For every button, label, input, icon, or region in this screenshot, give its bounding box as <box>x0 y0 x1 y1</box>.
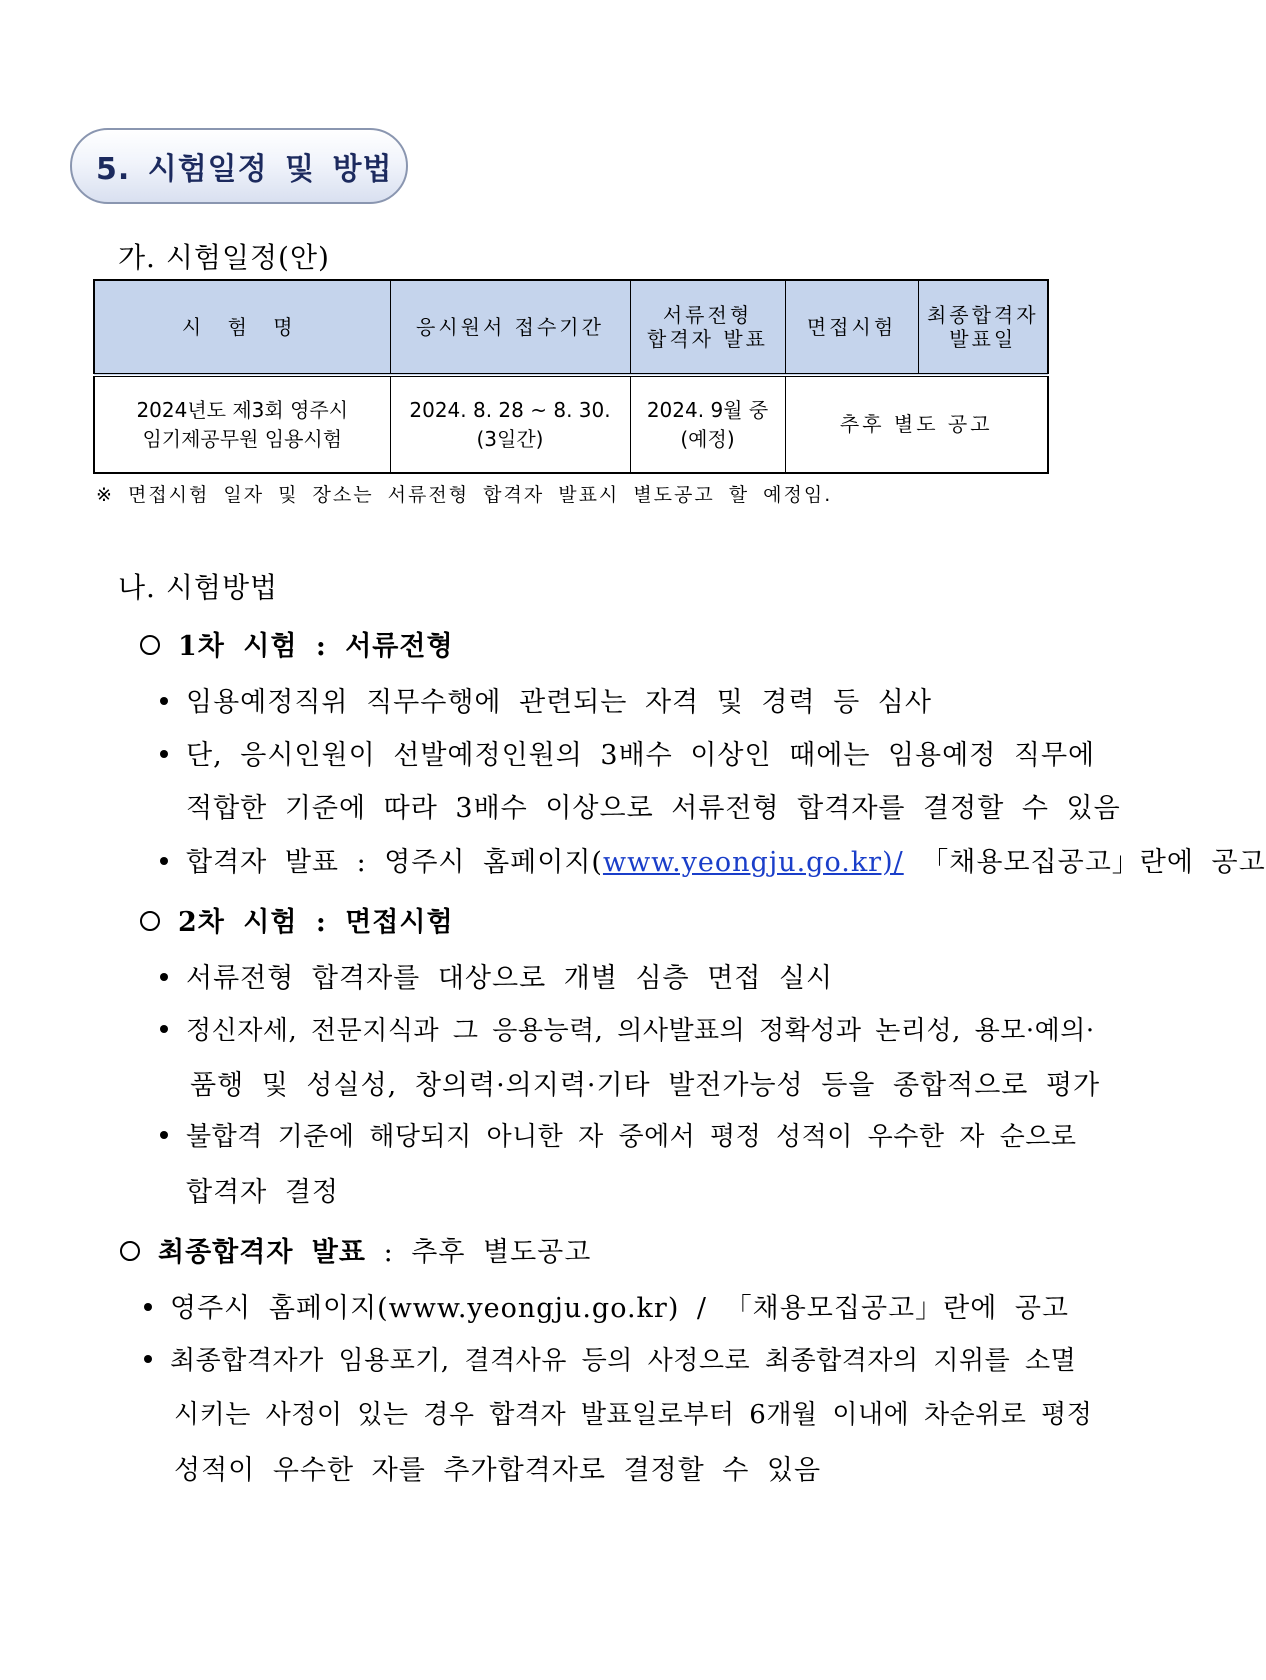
bullet-icon <box>160 1025 168 1033</box>
list-item: 임용예정직위 직무수행에 관련되는 자격 및 경력 등 심사 <box>160 680 932 719</box>
stage1-title: 1차 시험 : 서류전형 <box>140 624 454 663</box>
list-item-continuation: 성적이 우수한 자를 추가합격자로 결정할 수 있음 <box>174 1455 822 1486</box>
bullet-icon <box>144 1303 152 1311</box>
section-title-badge <box>70 128 408 204</box>
subhead-schedule: 가. 시험일정(안) <box>118 241 330 274</box>
list-item-continuation: 합격자 결정 <box>186 1177 339 1208</box>
list-item: 영주시 홈페이지(www.yeongju.go.kr) / 「채용모집공고」란에 공고 <box>144 1286 1069 1325</box>
bullet-icon <box>160 973 168 981</box>
header-final-announce: 최종합격자 발표일 <box>918 280 1048 375</box>
list-item: 불합격 기준에 해당되지 아니한 자 중에서 평정 성적이 우수한 자 순으로 <box>160 1116 1077 1153</box>
list-item: 정신자세, 전문지식과 그 응용능력, 의사발표의 정확성과 논리성, 용모·예의· <box>160 1010 1095 1047</box>
header-interview: 면접시험 <box>785 280 918 375</box>
list-item-continuation: 시키는 사정이 있는 경우 합격자 발표일로부터 6개월 이내에 차순위로 평정 <box>174 1400 1093 1430</box>
homepage-link[interactable]: www.yeongju.go.kr)/ <box>602 847 904 878</box>
header-apply-period: 응시원서 접수기간 <box>390 280 630 375</box>
bullet-icon <box>160 857 168 865</box>
table-header-row <box>94 280 1048 375</box>
schedule-note: ※ 면접시험 일자 및 장소는 서류전형 합격자 발표시 별도공고 할 예정임. <box>96 484 833 506</box>
header-exam-name: 시 험 명 <box>94 280 390 375</box>
cell-apply-period: 2024. 8. 28 ~ 8. 30. (3일간) <box>390 375 630 473</box>
list-item-continuation: 품행 및 성실성, 창의력·의지력·기타 발전가능성 등을 종합적으로 평가 <box>190 1070 1101 1101</box>
section-title: 5. 시험일정 및 방법 <box>96 152 393 187</box>
bullet-icon <box>160 750 168 758</box>
list-item: 합격자 발표 : 영주시 홈페이지(www.yeongju.go.kr)/ 「채용모집공고」란에 공고 <box>160 840 1266 879</box>
final-title: 최종합격자 발표 : 추후 별도공고 <box>120 1230 591 1269</box>
cell-doc-announce: 2024. 9월 중 (예정) <box>630 375 785 473</box>
list-item: 최종합격자가 임용포기, 결격사유 등의 사정으로 최종합격자의 지위를 소멸 <box>144 1340 1076 1377</box>
stage2-title: 2차 시험 : 면접시험 <box>140 900 454 939</box>
table-row <box>94 375 1048 473</box>
schedule-table <box>93 279 1049 474</box>
circle-bullet-icon <box>140 911 160 931</box>
circle-bullet-icon <box>120 1241 140 1261</box>
list-item: 서류전형 합격자를 대상으로 개별 심층 면접 실시 <box>160 956 833 995</box>
circle-bullet-icon <box>140 635 160 655</box>
bullet-icon <box>160 1131 168 1139</box>
list-item-continuation: 적합한 기준에 따라 3배수 이상으로 서류전형 합격자를 결정할 수 있음 <box>186 793 1121 824</box>
bullet-icon <box>160 697 168 705</box>
cell-exam-name: 2024년도 제3회 영주시 임기제공무원 임용시험 <box>94 375 390 473</box>
subhead-method: 나. 시험방법 <box>118 571 279 604</box>
cell-later-notice: 추후 별도 공고 <box>785 375 1048 473</box>
bullet-icon <box>144 1355 152 1363</box>
list-item: 단, 응시인원이 선발예정인원의 3배수 이상인 때에는 임용예정 직무에 <box>160 733 1095 772</box>
header-doc-announce: 서류전형 합격자 발표 <box>630 280 785 375</box>
